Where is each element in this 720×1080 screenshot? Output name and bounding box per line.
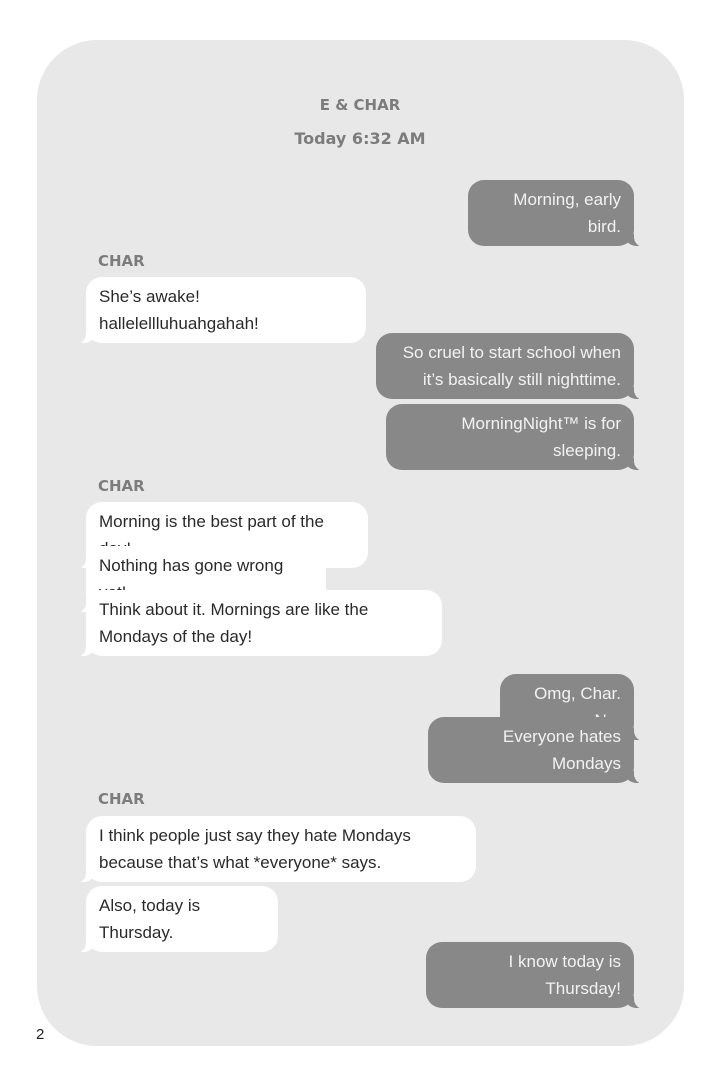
message-text: Everyone hates Mondays bbox=[502, 727, 621, 773]
message-text: MorningNight™ is for sleeping. bbox=[461, 414, 621, 460]
message-text: Also, today is Thursday. bbox=[99, 896, 201, 942]
received-message-bubble[interactable] bbox=[86, 816, 476, 882]
message-text: Omg, Char. bbox=[534, 684, 621, 703]
conversation-timestamp: Today 6:32 AM bbox=[294, 129, 426, 148]
message-text: She’s awake! hallelellluhuahgahah! bbox=[99, 287, 259, 333]
conversation-title: E & CHAR bbox=[319, 96, 401, 114]
sender-label: CHAR bbox=[98, 252, 145, 270]
message-text: I know today is Thursday! bbox=[508, 952, 621, 998]
message-text: Morning, early bird. bbox=[513, 190, 621, 236]
sender-label: CHAR bbox=[98, 790, 145, 808]
received-message-bubble[interactable] bbox=[86, 277, 366, 343]
message-text: Think about it. Mornings are like the Mondays of the day! bbox=[99, 600, 369, 646]
sent-message-bubble[interactable] bbox=[386, 404, 634, 470]
received-message-bubble[interactable] bbox=[86, 886, 278, 952]
sent-message-bubble[interactable] bbox=[428, 717, 634, 783]
page-number: 2 bbox=[36, 1026, 45, 1043]
message-text: So cruel to start school when it’s basically still nighttime. bbox=[402, 343, 621, 389]
received-message-bubble[interactable] bbox=[86, 590, 442, 656]
sent-message-bubble[interactable] bbox=[468, 180, 634, 246]
sent-message-bubble[interactable] bbox=[376, 333, 634, 399]
message-text: I think people just say they hate Mondays because that’s what *everyone* says. bbox=[99, 826, 411, 872]
message-text: Morning is the best part of the bbox=[99, 512, 324, 531]
message-text: Nothing has gone wrong bbox=[99, 556, 284, 575]
sent-message-bubble[interactable] bbox=[426, 942, 634, 1008]
sender-label: CHAR bbox=[98, 477, 145, 495]
